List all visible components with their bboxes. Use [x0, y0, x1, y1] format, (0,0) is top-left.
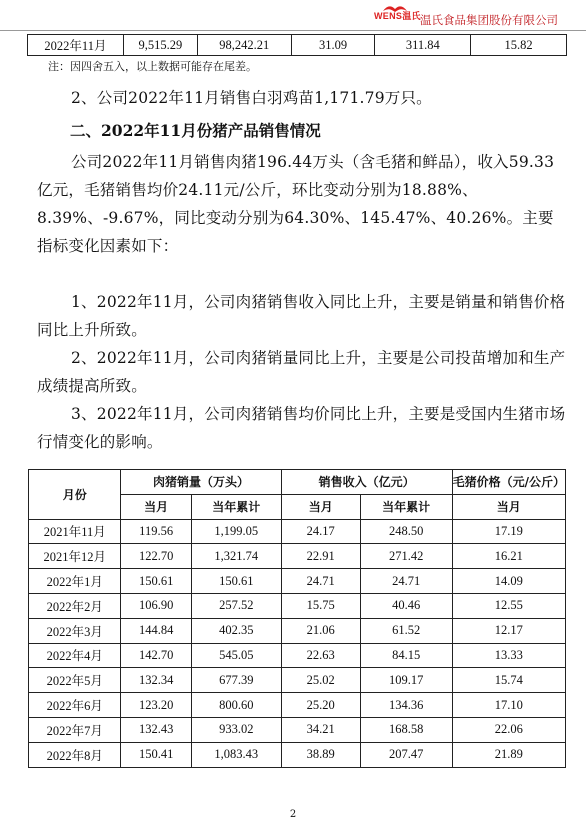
table-cell: 12.55: [452, 593, 565, 618]
table-row: [29, 593, 566, 618]
wens-logo: [374, 3, 421, 25]
table-cell: 677.39: [191, 668, 281, 693]
header-volume: 肉猪销量（万头）: [121, 470, 281, 495]
table-cell: 22.91: [281, 544, 360, 569]
table-cell: 16.21: [452, 544, 565, 569]
page-number: 2: [289, 809, 297, 820]
table-cell: 31.09: [291, 35, 375, 56]
table-cell: 21.89: [452, 742, 565, 767]
table-cell: 144.84: [121, 618, 191, 643]
table-cell: 150.61: [191, 569, 281, 594]
table-cell: 22.06: [452, 717, 565, 742]
table-cell: 2022年3月: [29, 618, 121, 643]
table-cell: 257.52: [191, 593, 281, 618]
paragraph-chicken: 2、公司2022年11月销售白羽鸡苗1,171.79万只。: [71, 89, 432, 107]
table-cell: 2022年7月: [29, 717, 121, 742]
table-cell: 109.17: [360, 668, 452, 693]
table-row: [29, 519, 566, 544]
table-cell: 248.50: [360, 519, 452, 544]
table-cell: 15.82: [471, 35, 567, 56]
page-header: [0, 0, 586, 31]
table-cell: 2021年12月: [29, 544, 121, 569]
table-cell: 34.21: [281, 717, 360, 742]
table-cell: 311.84: [375, 35, 471, 56]
table-cell: 2022年1月: [29, 569, 121, 594]
table-cell: 40.46: [360, 593, 452, 618]
table-cell: 132.34: [121, 668, 191, 693]
subheader-cumulative: 当年累计: [191, 494, 281, 519]
table-header-row: [29, 470, 566, 495]
table-cell: 402.35: [191, 618, 281, 643]
pig-sales-table: [28, 469, 566, 768]
table-row: [29, 544, 566, 569]
header-revenue: 销售收入（亿元）: [281, 470, 452, 495]
table-cell: 98,242.21: [197, 35, 291, 56]
table-cell: 24.71: [360, 569, 452, 594]
table-row: [29, 693, 566, 718]
table-row: [29, 643, 566, 668]
table-cell: 15.74: [452, 668, 565, 693]
table-cell: 545.05: [191, 643, 281, 668]
table-cell: 2022年2月: [29, 593, 121, 618]
table-cell: 13.33: [452, 643, 565, 668]
table-cell: 24.71: [281, 569, 360, 594]
subheader-month: 当月: [452, 494, 565, 519]
table-cell: 2022年4月: [29, 643, 121, 668]
table-cell: 106.90: [121, 593, 191, 618]
subheader-cumulative: 当年累计: [360, 494, 452, 519]
table-cell: 933.02: [191, 717, 281, 742]
table-cell: 17.10: [452, 693, 565, 718]
table-row: [29, 717, 566, 742]
table-row: [29, 742, 566, 767]
table-cell: 38.89: [281, 742, 360, 767]
table-row: [29, 618, 566, 643]
table-cell: 150.61: [121, 569, 191, 594]
table-cell: 2022年11月: [28, 35, 124, 56]
table-cell: 1,199.05: [191, 519, 281, 544]
paragraph-2: 2、2022年11月，公司肉猪销量同比上升，主要是公司投苗增加和生产成绩提高所致。: [37, 349, 566, 395]
logo-text: WENS温氏: [374, 11, 421, 21]
table-cell: 271.42: [360, 544, 452, 569]
table-cell: 168.58: [360, 717, 452, 742]
header-price: 毛猪价格（元/公斤）: [452, 470, 565, 495]
table-cell: 24.17: [281, 519, 360, 544]
table-cell: 25.02: [281, 668, 360, 693]
table-cell: 1,321.74: [191, 544, 281, 569]
table-row: [28, 35, 567, 56]
table-row: [29, 668, 566, 693]
table-cell: 14.09: [452, 569, 565, 594]
section-heading: 二、2022年11月份猪产品销售情况: [70, 121, 321, 140]
paragraph-1: 1、2022年11月，公司肉猪销售收入同比上升，主要是销量和销售价格同比上升所致。: [37, 293, 566, 339]
header-month: 月份: [29, 470, 121, 520]
table-cell: 84.15: [360, 643, 452, 668]
table-cell: 1,083.43: [191, 742, 281, 767]
table-cell: 207.47: [360, 742, 452, 767]
table-cell: 22.63: [281, 643, 360, 668]
table-cell: 2022年8月: [29, 742, 121, 767]
company-name: 温氏食品集团股份有限公司: [420, 13, 558, 27]
table-cell: 150.41: [121, 742, 191, 767]
table-cell: 21.06: [281, 618, 360, 643]
paragraph-main: 公司2022年11月销售肉猪196.44万头（含毛猪和鲜品），收入59.33亿元，毛猪销售均价24.11元/公斤，环比变动分别为18.88%、8.39%、-9.67%，同比变动分别为64.30%、145.47%、40.26%。主要指标变化因素如下：: [37, 153, 555, 255]
table-cell: 132.43: [121, 717, 191, 742]
table-cell: 2022年6月: [29, 693, 121, 718]
rounding-note: 注：因四舍五入，以上数据可能存在尾差。: [48, 60, 257, 73]
table-cell: 15.75: [281, 593, 360, 618]
table-cell: 25.20: [281, 693, 360, 718]
table-cell: 17.19: [452, 519, 565, 544]
table-cell: 142.70: [121, 643, 191, 668]
table-cell: 2021年11月: [29, 519, 121, 544]
table-cell: 134.36: [360, 693, 452, 718]
table-cell: 2022年5月: [29, 668, 121, 693]
table-cell: 61.52: [360, 618, 452, 643]
subheader-month: 当月: [121, 494, 191, 519]
table-cell: 9,515.29: [123, 35, 197, 56]
table-cell: 122.70: [121, 544, 191, 569]
table-cell: 119.56: [121, 519, 191, 544]
subheader-month: 当月: [281, 494, 360, 519]
table-row: [29, 569, 566, 594]
paragraph-3: 3、2022年11月，公司肉猪销售均价同比上升，主要是受国内生猪市场行情变化的影响。: [37, 405, 566, 451]
chicken-sales-table-fragment: [27, 34, 567, 56]
table-cell: 12.17: [452, 618, 565, 643]
table-cell: 123.20: [121, 693, 191, 718]
table-cell: 800.60: [191, 693, 281, 718]
